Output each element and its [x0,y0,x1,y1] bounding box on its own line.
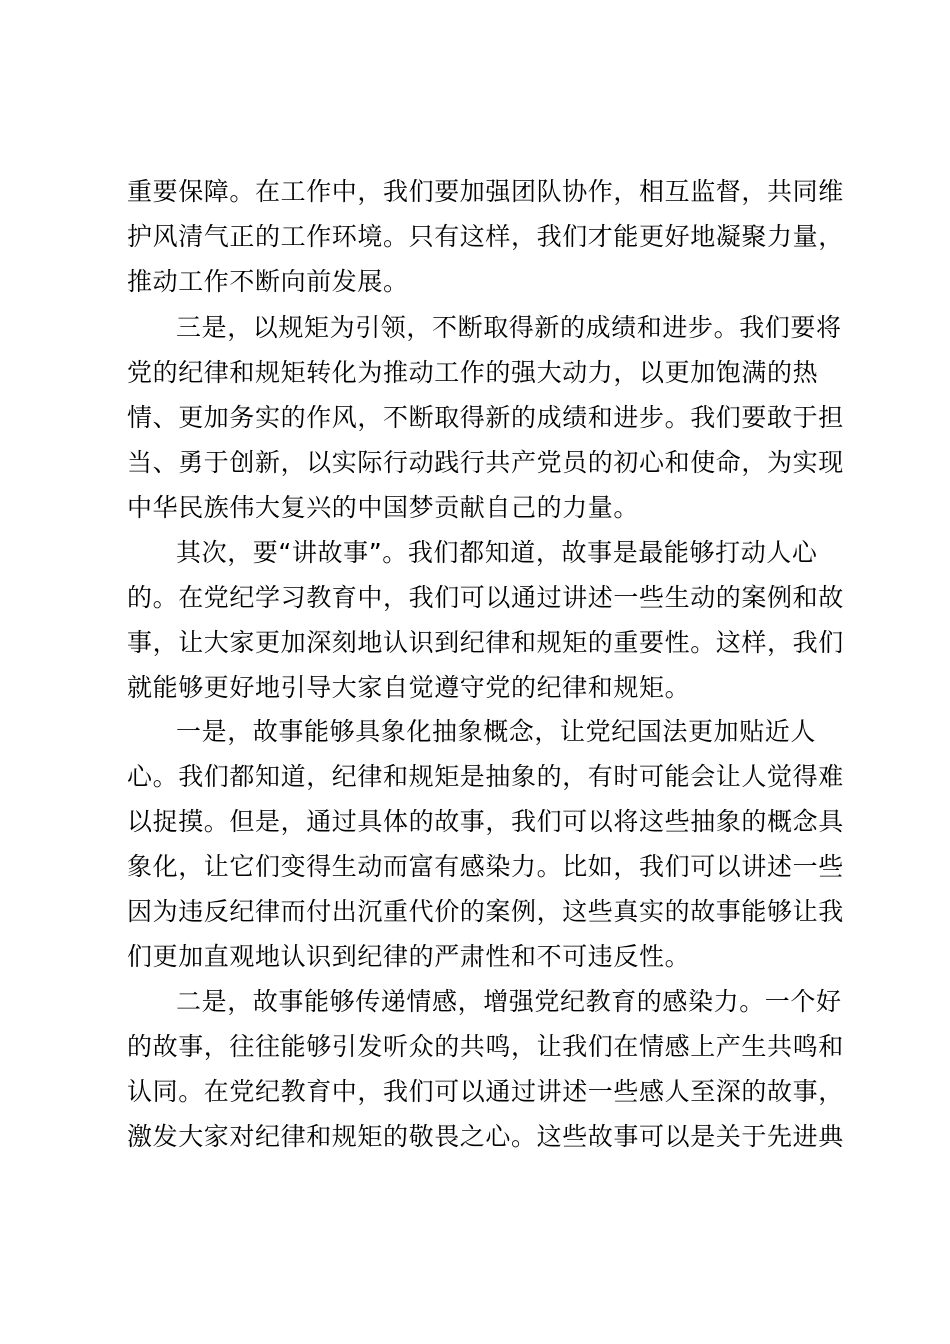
text-line: 情、更加务实的作风，不断取得新的成绩和进步。我们要敢于担 [127,403,844,432]
text-line: 三是，以规矩为引领，不断取得新的成绩和进步。我们要将 [176,313,842,342]
text-line: 认同。在党纪教育中，我们可以通过讲述一些感人至深的故事， [127,1077,844,1106]
text-line: 的。在党纪学习教育中，我们可以通过讲述一些生动的案例和故 [127,583,844,612]
text-line: 就能够更好地引导大家自觉遵守党的纪律和规矩。 [127,673,691,702]
text-line: 重要保障。在工作中，我们要加强团队协作，相互监督，共同维 [127,177,844,206]
text-line: 二是，故事能够传递情感，增强党纪教育的感染力。一个好 [176,987,842,1016]
text-line: 党的纪律和规矩转化为推动工作的强大动力，以更加饱满的热 [127,358,819,387]
text-line: 事，让大家更加深刻地认识到纪律和规矩的重要性。这样，我们 [127,628,844,657]
text-line: 一是，故事能够具象化抽象概念，让党纪国法更加贴近人 [176,717,817,746]
text-line: 以捉摸。但是，通过具体的故事，我们可以将这些抽象的概念具 [127,807,844,836]
text-line: 象化，让它们变得生动而富有感染力。比如，我们可以讲述一些 [127,852,844,881]
text-line: 的故事，往往能够引发听众的共鸣，让我们在情感上产生共鸣和 [127,1032,844,1061]
text-line: 中华民族伟大复兴的中国梦贡献自己的力量。 [127,493,640,522]
text-line: 激发大家对纪律和规矩的敬畏之心。这些故事可以是关于先进典 [127,1122,844,1151]
text-line: 其次，要“讲故事”。我们都知道，故事是最能够打动人心 [176,538,818,567]
text-line: 推动工作不断向前发展。 [127,267,409,296]
text-line: 当、勇于创新，以实际行动践行共产党员的初心和使命，为实现 [127,448,844,477]
text-line: 护风清气正的工作环境。只有这样，我们才能更好地凝聚力量， [127,222,844,251]
text-line: 因为违反纪律而付出沉重代价的案例，这些真实的故事能够让我 [127,897,844,926]
text-line: 们更加直观地认识到纪律的严肃性和不可违反性。 [127,942,691,971]
text-line: 心。我们都知道，纪律和规矩是抽象的，有时可能会让人觉得难 [127,762,844,791]
